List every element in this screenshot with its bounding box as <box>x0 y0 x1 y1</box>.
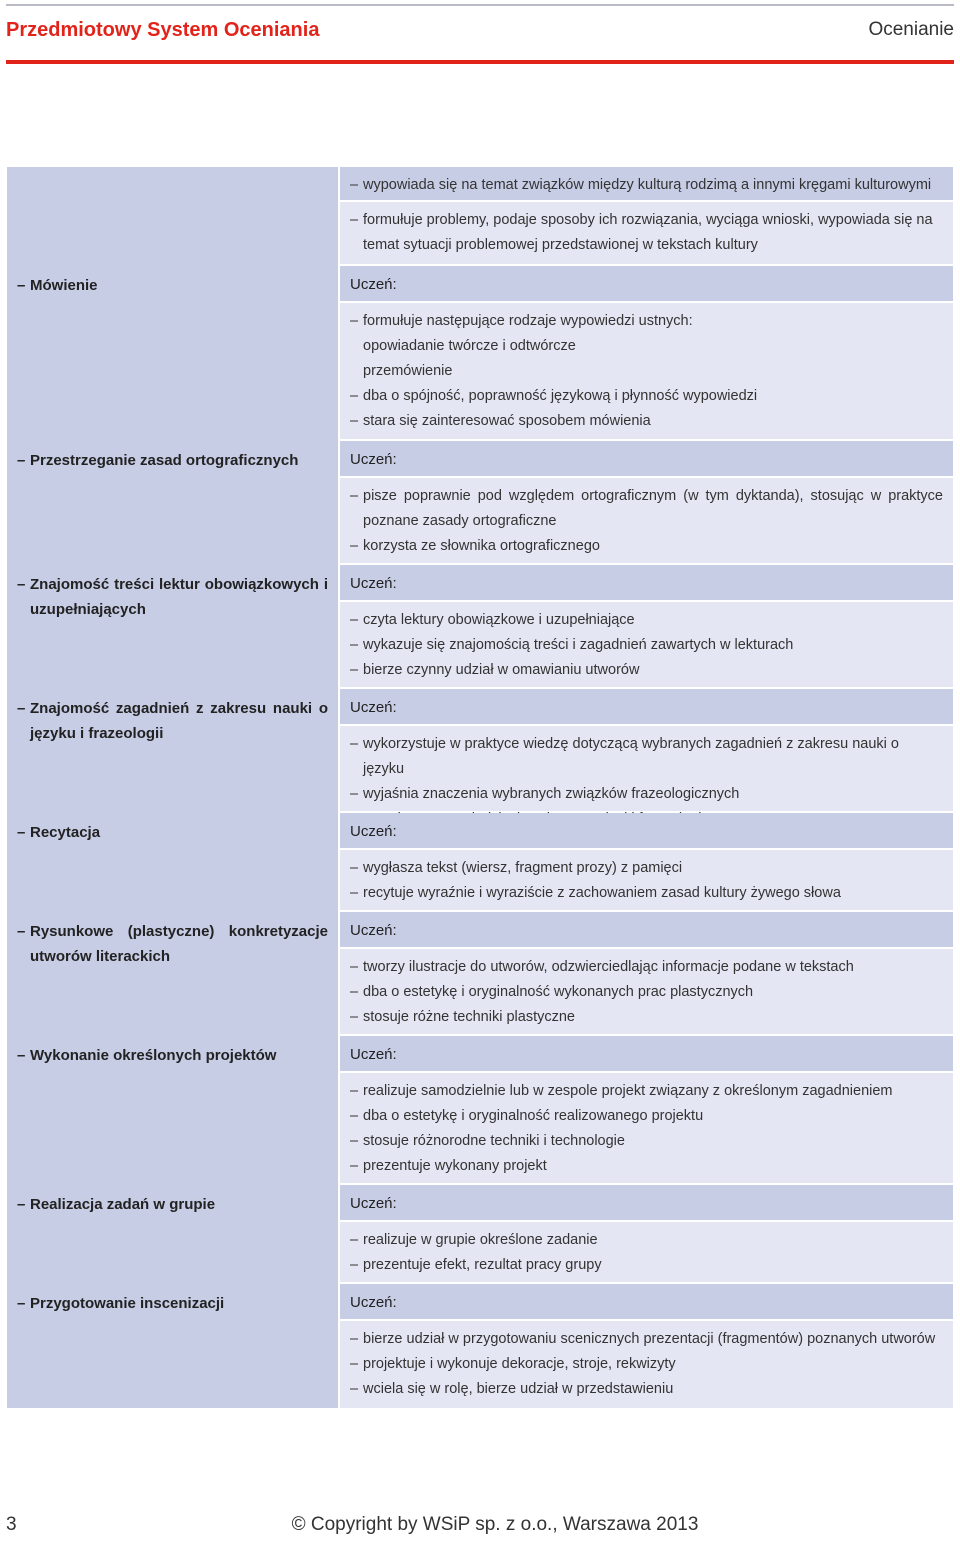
table-row <box>7 565 953 689</box>
document-title: Przedmiotowy System Oceniania <box>6 19 320 41</box>
criteria-list: – formułuje następujące rodzaje wypowiedzi ustnych: opowiadanie twórcze i odtwórcze przemówienie – dba o spójność, poprawność językową i płynność wypowiedzi – stara się zainteresować sposobem mówienia <box>340 303 953 441</box>
topic-label: Znajomość zagadnień z zakresu nauki o języku i frazeologii <box>30 700 328 742</box>
table-row <box>7 266 953 441</box>
page-number: 3 <box>6 1514 17 1535</box>
topic-label: Znajomość treści lektur obowiązkowych i uzupełniających <box>30 576 328 618</box>
criteria-list: – bierze udział w przygotowaniu scenicznych prezentacji (fragmentów) poznanych utworów – projektuje i wykonuje dekoracje, stroje, rekwizyty – wciela się w rolę, bierze udział w przedstawieniu <box>340 1321 953 1408</box>
table-row <box>7 689 953 813</box>
student-label: Uczeń: <box>340 441 953 478</box>
assessment-table <box>7 167 953 1408</box>
criteria-item: – wypowiada się na temat związków między kulturą rodzimą a innymi kręgami kulturowymi <box>340 167 953 202</box>
student-label: Uczeń: <box>340 813 953 850</box>
page-header <box>6 6 954 58</box>
table-row <box>7 1284 953 1408</box>
criteria-list: – tworzy ilustracje do utworów, odzwierciedlając informacje podane w tekstach – dba o estetykę i oryginalność wykonanych prac plastycznych – stosuje różne techniki plastyczne <box>340 949 953 1036</box>
topic-cell: – Mówienie <box>7 266 340 441</box>
table-row <box>7 441 953 565</box>
topic-label: Rysunkowe (plastyczne) konkretyzacje utworów literackich <box>30 923 328 965</box>
table-row <box>7 1036 953 1185</box>
student-label: Uczeń: <box>340 1284 953 1321</box>
topic-cell: – Rysunkowe (plastyczne) konkretyzacje utworów literackich <box>7 912 340 1036</box>
topic-label: Recytacja <box>30 824 101 841</box>
criteria-list: – czyta lektury obowiązkowe i uzupełniające – wykazuje się znajomością treści i zagadnień zawartych w lekturach – bierze czynny udział w omawianiu utworów <box>340 602 953 689</box>
student-label: Uczeń: <box>340 565 953 602</box>
student-label: Uczeń: <box>340 912 953 949</box>
criteria-list: – wykorzystuje w praktyce wiedzę dotyczącą wybranych zagadnień z zakresu nauki o języku – wyjaśnia znaczenia wybranych związków frazeologicznych <box>340 726 953 813</box>
criteria-list: – wygłasza tekst (wiersz, fragment prozy) z pamięci – recytuje wyraźnie i wyraziście z zachowaniem zasad kultury żywego słowa <box>340 850 953 912</box>
student-label: Uczeń: <box>340 689 953 726</box>
section-title: Ocenianie <box>868 19 954 40</box>
topic-label: Realizacja zadań w grupie <box>30 1196 216 1213</box>
table-row <box>7 1185 953 1284</box>
student-label: Uczeń: <box>340 1036 953 1073</box>
page-footer <box>6 1514 954 1542</box>
table-row <box>7 167 953 266</box>
criteria-list: – realizuje samodzielnie lub w zespole projekt związany z określonym zagadnieniem – dba o estetykę i oryginalność realizowanego projektu – stosuje różnorodne techniki i technologie – prezentuje wykonany projekt <box>340 1073 953 1185</box>
table-row <box>7 912 953 1036</box>
header-rule <box>6 60 954 64</box>
topic-cell <box>7 167 340 266</box>
topic-cell: – Przestrzeganie zasad ortograficznych <box>7 441 340 565</box>
copyright-notice: © Copyright by WSiP sp. z o.o., Warszawa 2013 <box>291 1514 699 1535</box>
criteria-cell <box>340 167 953 266</box>
topic-label: Przestrzeganie zasad ortograficznych <box>30 452 299 469</box>
criteria-list: – pisze poprawnie pod względem ortograficznym (w tym dyktanda), stosując w praktyce poznane zasady ortograficzne – korzysta ze słownika ortograficznego <box>340 478 953 565</box>
topic-cell: – Znajomość zagadnień z zakresu nauki o języku i frazeologii <box>7 689 340 813</box>
criteria-item: – formułuje problemy, podaje sposoby ich rozwiązania, wyciąga wnioski, wypowiada się na temat sytuacji problemowej przedstawionej w tekstach kultury <box>340 202 953 266</box>
topic-label: Wykonanie określonych projektów <box>30 1047 277 1064</box>
topic-cell: – Recytacja <box>7 813 340 912</box>
topic-label: Przygotowanie inscenizacji <box>30 1295 225 1312</box>
topic-cell: – Przygotowanie inscenizacji <box>7 1284 340 1408</box>
topic-cell: – Realizacja zadań w grupie <box>7 1185 340 1284</box>
student-label: Uczeń: <box>340 266 953 303</box>
topic-label: Mówienie <box>30 277 98 294</box>
topic-cell: – Wykonanie określonych projektów <box>7 1036 340 1185</box>
table-row <box>7 813 953 912</box>
topic-cell: – Znajomość treści lektur obowiązkowych i uzupełniających <box>7 565 340 689</box>
criteria-list: – realizuje w grupie określone zadanie – prezentuje efekt, rezultat pracy grupy <box>340 1222 953 1284</box>
student-label: Uczeń: <box>340 1185 953 1222</box>
